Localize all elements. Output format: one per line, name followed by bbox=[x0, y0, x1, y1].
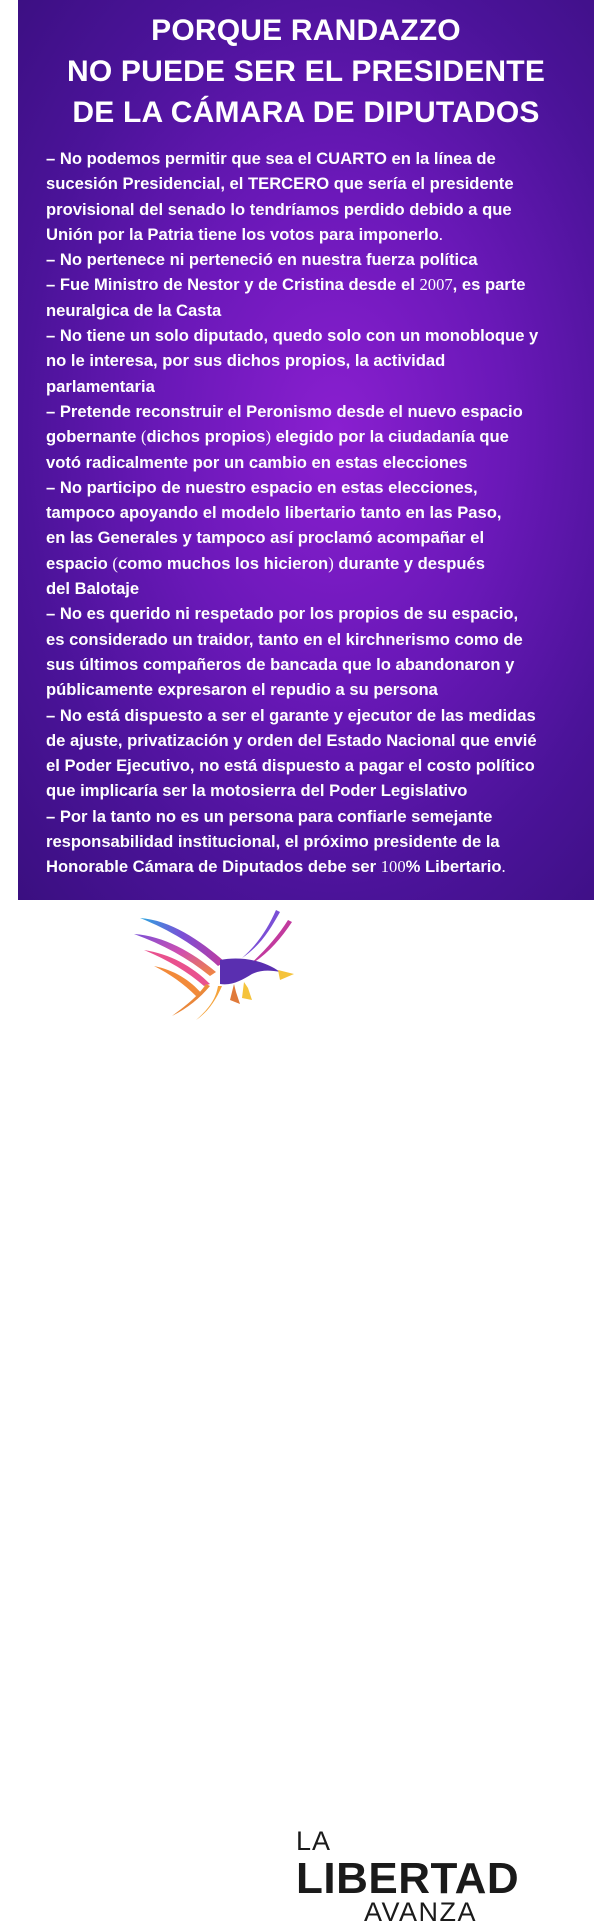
body-line-segment: elegido por la ciudadanía que bbox=[270, 427, 509, 447]
logo-line-libertad: LIBERTAD bbox=[296, 1854, 520, 1903]
body-line-segment: que implicaría ser la motosierra del Poder Legislativo bbox=[46, 781, 468, 801]
title-line: PORQUE RANDAZZO bbox=[151, 14, 461, 47]
body-line-segment: % Libertario bbox=[405, 857, 502, 877]
body-line bbox=[46, 348, 586, 373]
body-line bbox=[46, 399, 586, 424]
body-line bbox=[46, 475, 586, 500]
body-line bbox=[46, 677, 586, 702]
body-line-segment: ( bbox=[112, 553, 118, 573]
logo-line-la: LA bbox=[296, 1826, 332, 1856]
body-line-segment: en las Generales y tampoco así proclamó acompañar el bbox=[46, 528, 485, 548]
logo-wordmark bbox=[296, 1828, 519, 1926]
body-line bbox=[46, 703, 586, 728]
body-line bbox=[46, 728, 586, 753]
body-line-segment: – No es querido ni respetado por los propios de su espacio, bbox=[46, 604, 519, 624]
body-line-segment: ) bbox=[328, 553, 334, 573]
body-line bbox=[46, 222, 586, 247]
body-line-segment: . bbox=[501, 857, 506, 877]
body-line-segment: , es parte bbox=[452, 275, 526, 295]
body-line bbox=[46, 450, 586, 475]
body-line bbox=[46, 247, 586, 272]
page-title bbox=[18, 10, 594, 133]
title-line: NO PUEDE SER EL PRESIDENTE bbox=[66, 55, 546, 88]
body-line bbox=[46, 323, 586, 348]
body-line-segment: votó radicalmente por un cambio en estas elecciones bbox=[46, 452, 468, 472]
body-line-segment: el Poder Ejecutivo, no está dispuesto a pagar el costo político bbox=[46, 756, 535, 776]
body-line-segment: no le interesa, por sus dichos propios, la actividad bbox=[46, 351, 446, 371]
body-line bbox=[46, 197, 586, 222]
body-line bbox=[46, 171, 586, 196]
body-line-segment: durante y después bbox=[333, 553, 485, 573]
body-line-segment: – No está dispuesto a ser el garante y ejecutor de las medidas bbox=[46, 705, 536, 725]
body-line bbox=[46, 424, 586, 449]
body-line bbox=[46, 374, 586, 399]
body-line-segment: – No pertenece ni perteneció en nuestra fuerza política bbox=[46, 250, 478, 270]
body-line-segment: gobernante bbox=[46, 427, 141, 447]
body-line bbox=[46, 272, 586, 297]
body-line-segment: sus últimos compañeros de bancada que lo abandonaron y bbox=[46, 654, 515, 674]
body-line-segment: del Balotaje bbox=[46, 579, 140, 599]
body-line-segment: – No podemos permitir que sea el CUARTO en la línea de bbox=[46, 149, 496, 168]
body-line-segment: ) bbox=[265, 427, 271, 447]
body-line bbox=[46, 778, 586, 803]
body-line-segment: 2007 bbox=[419, 275, 453, 295]
body-line bbox=[46, 652, 586, 677]
body-line-segment: públicamente expresaron el repudio a su persona bbox=[46, 680, 438, 700]
body-line-segment: Honorable Cámara de Diputados debe ser bbox=[46, 857, 381, 877]
body-line-segment: – No tiene un solo diputado, quedo solo con un monobloque y bbox=[46, 326, 539, 346]
eagle-icon bbox=[130, 900, 330, 1024]
body-text bbox=[46, 146, 586, 880]
body-line-segment: responsabilidad institucional, el próximo presidente de la bbox=[46, 832, 500, 852]
body-line-segment: neuralgica de la Casta bbox=[46, 300, 222, 320]
body-line-segment: ( bbox=[140, 427, 147, 447]
body-line bbox=[46, 298, 586, 323]
purple-poster-panel bbox=[18, 0, 594, 900]
body-line bbox=[46, 804, 586, 829]
body-line-segment: parlamentaria bbox=[46, 376, 155, 396]
body-line bbox=[46, 829, 586, 854]
body-line-segment: es considerado un traidor, tanto en el kirchnerismo como de bbox=[46, 629, 523, 649]
body-line-segment: – Fue Ministro de Nestor y de Cristina desde el bbox=[46, 275, 420, 295]
body-line-segment: 100 bbox=[380, 857, 406, 877]
body-line bbox=[46, 500, 586, 525]
body-line-segment: – No participo de nuestro espacio en estas elecciones, bbox=[46, 477, 478, 497]
body-line bbox=[46, 576, 586, 601]
body-line-segment: de ajuste, privatización y orden del Estado Nacional que envié bbox=[46, 730, 537, 750]
logo-area bbox=[0, 900, 612, 1927]
body-line-segment: dichos propios bbox=[146, 427, 266, 447]
body-line-segment: como muchos los hicieron bbox=[117, 553, 329, 573]
body-line bbox=[46, 146, 586, 171]
body-line-segment: – Por la tanto no es un persona para confiarle semejante bbox=[46, 806, 493, 826]
body-line bbox=[46, 601, 586, 626]
body-line-segment: – Pretende reconstruir el Peronismo desde el nuevo espacio bbox=[46, 401, 523, 421]
body-line-segment: espacio bbox=[46, 553, 113, 573]
body-line-segment: Unión por la Patria tiene los votos para imponerlo bbox=[46, 224, 439, 244]
logo-line-avanza: AVANZA bbox=[364, 1897, 478, 1927]
body-line bbox=[46, 854, 586, 879]
body-line-segment: sucesión Presidencial, el TERCERO que sería el presidente bbox=[46, 174, 514, 194]
body-line bbox=[46, 753, 586, 778]
body-line bbox=[46, 551, 586, 576]
title-line: DE LA CÁMARA DE DIPUTADOS bbox=[72, 96, 540, 129]
body-line-segment: tampoco apoyando el modelo libertario tanto en las Paso, bbox=[46, 503, 502, 523]
body-line-segment: . bbox=[438, 224, 443, 244]
body-line-segment: provisional del senado lo tendríamos perdido debido a que bbox=[46, 199, 512, 219]
body-line bbox=[46, 627, 586, 652]
body-line bbox=[46, 525, 586, 550]
